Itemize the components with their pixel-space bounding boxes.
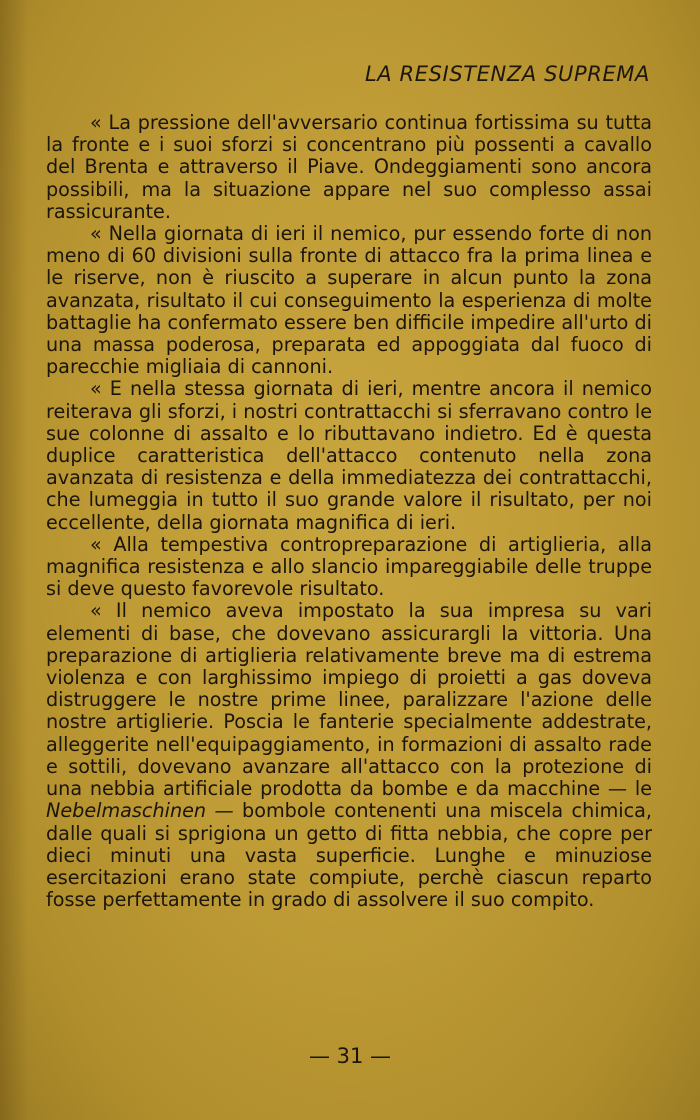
page-number: — 31 — <box>308 1044 392 1068</box>
paragraph-5 <box>46 600 652 911</box>
running-head: LA RESISTENZA SUPREMA <box>365 62 650 86</box>
paragraph-3: « E nella stessa giornata di ieri, mentre ancora il nemico reiterava gli sforzi, i nostri contrattacchi si sferravano contro le sue colonne di assalto e lo ributtavano indietro. Ed è questa duplice caratteristica dell'attacco contenuto nella zona avanzata di resistenza e della immediatezza dei contrattacchi, che lumeggia in tutto il suo grande valore il risultato, per noi eccellente, della giornata magnifica di ieri. <box>46 377 652 534</box>
page-edge-shadow <box>0 0 28 1120</box>
paragraph-1: « La pressione dell'avversario continua fortissima su tutta la fronte e i suoi sforzi si concentrano più possenti a cavallo del Brenta e attraverso il Piave. Ondeggiamenti sono ancora possibili, ma la situazione appare nel suo complesso assai rassicurante. <box>46 111 652 223</box>
paragraph-2: « Nella giornata di ieri il nemico, pur essendo forte di non meno di 60 divisioni sulla fronte di attacco fra la prima linea e le riserve, non è riuscito a superare in alcun punto la zona avanzata, risultato il cui conseguimento la esperienza di molte battaglie ha confermato essere ben difficile impedire all'urto di una massa poderosa, preparata ed appoggiata dal fuoco di parecchie migliaia di cannoni. <box>46 222 652 379</box>
paragraph-5-part-1: « Il nemico aveva impostato la sua impresa su vari elementi di base, che dovevano assicurargli la vittoria. Una preparazione di artiglieria relativamente breve ma di estrema violenza e con larghissimo impiego di proietti a gas doveva distruggere le nostre prime linee, paralizzare l'azione delle nostre artiglierie. Poscia le fanterie specialmente addestrate, alleggerite nell'equipaggiamento, in formazioni di assalto rade e sottili, dovevano avanzare all'attacco con la protezione di una nebbia artificiale prodotta da bombe e da macchine — le <box>46 599 652 801</box>
body-text <box>46 112 652 911</box>
paragraph-5-italic-term: Nebelmaschinen <box>46 799 207 823</box>
paragraph-4: « Alla tempestiva contropreparazione di artiglieria, alla magnifica resistenza e allo slancio impareggiabile delle truppe si deve questo favorevole risultato. <box>46 532 652 601</box>
paragraph-5-part-2: — bombole contenenti una miscela chimica, dalle quali si sprigiona un getto di fitta nebbia, che copre per dieci minuti una vasta superficie. Lunghe e minuziose esercitazioni erano state compiute, perchè ciascun reparto fosse perfettamente in grado di assolvere il suo compito. <box>46 799 652 912</box>
